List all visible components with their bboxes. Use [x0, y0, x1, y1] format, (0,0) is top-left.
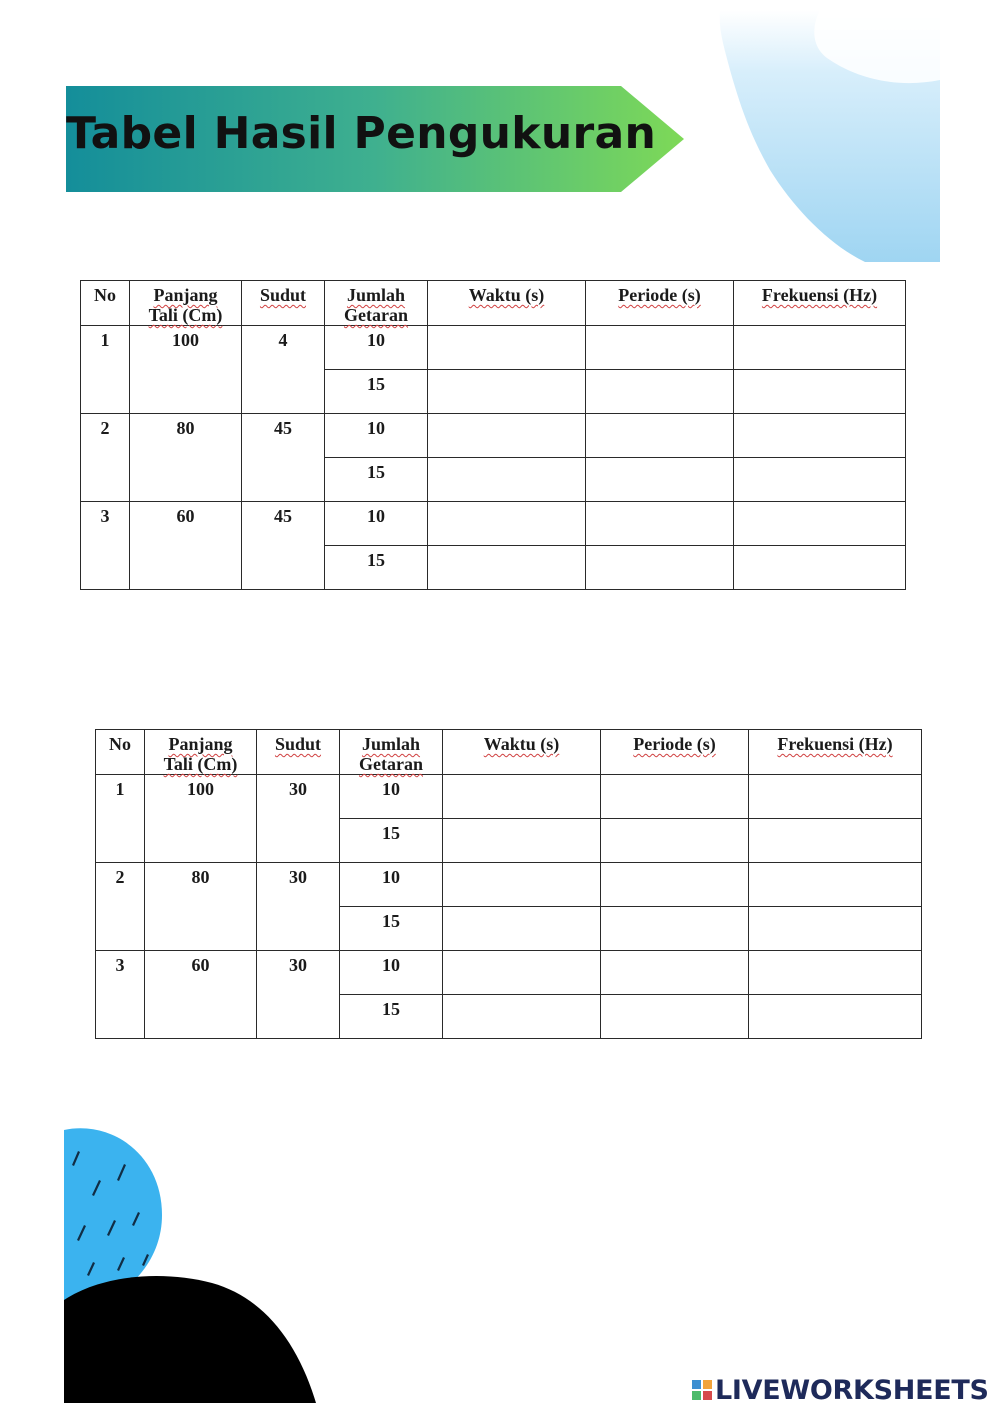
- header-panjang-tali: Panjang Tali (Cm): [145, 730, 257, 775]
- cell-frekuensi-input[interactable]: [734, 326, 906, 370]
- cell-periode-input[interactable]: [586, 502, 734, 546]
- cell-no: 2: [96, 863, 145, 951]
- cell-getaran: 15: [340, 995, 443, 1039]
- header-waktu: Waktu (s): [443, 730, 601, 775]
- cell-sudut: 45: [242, 414, 325, 502]
- table-row: [81, 326, 906, 370]
- cell-waktu-input[interactable]: [443, 775, 601, 819]
- cell-waktu-input[interactable]: [443, 951, 601, 995]
- cell-periode-input[interactable]: [601, 863, 749, 907]
- cell-periode-input[interactable]: [586, 546, 734, 590]
- cell-waktu-input[interactable]: [428, 502, 586, 546]
- cell-getaran: 15: [325, 370, 428, 414]
- cell-frekuensi-input[interactable]: [749, 995, 922, 1039]
- liveworksheets-mark-icon: [692, 1380, 712, 1400]
- cell-sudut: 4: [242, 326, 325, 414]
- table-row: [81, 414, 906, 458]
- measurement-table-2: [95, 729, 922, 1039]
- header-periode: Periode (s): [586, 281, 734, 326]
- cell-getaran: 10: [325, 326, 428, 370]
- header-no: No: [81, 281, 130, 326]
- cell-periode-input[interactable]: [601, 819, 749, 863]
- cell-sudut: 45: [242, 502, 325, 590]
- cell-getaran: 15: [340, 907, 443, 951]
- cell-periode-input[interactable]: [601, 951, 749, 995]
- cell-getaran: 15: [340, 819, 443, 863]
- cell-periode-input[interactable]: [586, 458, 734, 502]
- cell-no: 3: [96, 951, 145, 1039]
- cell-waktu-input[interactable]: [443, 907, 601, 951]
- decorative-rain-circle: [62, 1125, 332, 1405]
- cell-getaran: 15: [325, 546, 428, 590]
- cell-frekuensi-input[interactable]: [749, 907, 922, 951]
- table-row: [96, 863, 922, 907]
- cell-sudut: 30: [257, 951, 340, 1039]
- measurement-table-1: [80, 280, 906, 590]
- cell-waktu-input[interactable]: [428, 414, 586, 458]
- cell-getaran: 10: [340, 951, 443, 995]
- table-row: [96, 775, 922, 819]
- cell-waktu-input[interactable]: [428, 546, 586, 590]
- cell-frekuensi-input[interactable]: [749, 775, 922, 819]
- cell-panjang: 100: [130, 326, 242, 414]
- cell-waktu-input[interactable]: [443, 863, 601, 907]
- cell-waktu-input[interactable]: [428, 370, 586, 414]
- cell-getaran: 10: [325, 502, 428, 546]
- cell-no: 1: [96, 775, 145, 863]
- cell-waktu-input[interactable]: [443, 995, 601, 1039]
- cell-frekuensi-input[interactable]: [749, 951, 922, 995]
- cell-periode-input[interactable]: [586, 370, 734, 414]
- cell-waktu-input[interactable]: [428, 458, 586, 502]
- cell-no: 2: [81, 414, 130, 502]
- cell-frekuensi-input[interactable]: [734, 502, 906, 546]
- table-row: [81, 502, 906, 546]
- decorative-blue-splash: [700, 10, 940, 262]
- cell-frekuensi-input[interactable]: [749, 863, 922, 907]
- cell-frekuensi-input[interactable]: [734, 414, 906, 458]
- cell-getaran: 10: [325, 414, 428, 458]
- table-row: [96, 951, 922, 995]
- cell-getaran: 15: [325, 458, 428, 502]
- header-periode: Periode (s): [601, 730, 749, 775]
- header-waktu: Waktu (s): [428, 281, 586, 326]
- cell-panjang: 60: [130, 502, 242, 590]
- header-jumlah-getaran: Jumlah Getaran: [340, 730, 443, 775]
- page-title: Tabel Hasil Pengukuran: [66, 108, 657, 159]
- cell-getaran: 10: [340, 775, 443, 819]
- header-sudut: Sudut: [242, 281, 325, 326]
- cell-frekuensi-input[interactable]: [734, 458, 906, 502]
- cell-frekuensi-input[interactable]: [749, 819, 922, 863]
- table-header-row: [81, 281, 906, 326]
- cell-periode-input[interactable]: [601, 907, 749, 951]
- cell-no: 3: [81, 502, 130, 590]
- liveworksheets-logo: [692, 1372, 989, 1408]
- table-header-row: [96, 730, 922, 775]
- cell-waktu-input[interactable]: [443, 819, 601, 863]
- cell-periode-input[interactable]: [586, 414, 734, 458]
- cell-frekuensi-input[interactable]: [734, 546, 906, 590]
- header-jumlah-getaran: Jumlah Getaran: [325, 281, 428, 326]
- cell-panjang: 80: [145, 863, 257, 951]
- cell-periode-input[interactable]: [601, 995, 749, 1039]
- liveworksheets-logo-text: LIVEWORKSHEETS: [715, 1374, 989, 1406]
- header-sudut: Sudut: [257, 730, 340, 775]
- header-panjang-tali: Panjang Tali (Cm): [130, 281, 242, 326]
- cell-panjang: 80: [130, 414, 242, 502]
- cell-periode-input[interactable]: [586, 326, 734, 370]
- header-no: No: [96, 730, 145, 775]
- cell-no: 1: [81, 326, 130, 414]
- cell-sudut: 30: [257, 863, 340, 951]
- cell-sudut: 30: [257, 775, 340, 863]
- cell-waktu-input[interactable]: [428, 326, 586, 370]
- cell-panjang: 100: [145, 775, 257, 863]
- cell-getaran: 10: [340, 863, 443, 907]
- cell-periode-input[interactable]: [601, 775, 749, 819]
- header-frekuensi: Frekuensi (Hz): [749, 730, 922, 775]
- cell-frekuensi-input[interactable]: [734, 370, 906, 414]
- cell-panjang: 60: [145, 951, 257, 1039]
- header-frekuensi: Frekuensi (Hz): [734, 281, 906, 326]
